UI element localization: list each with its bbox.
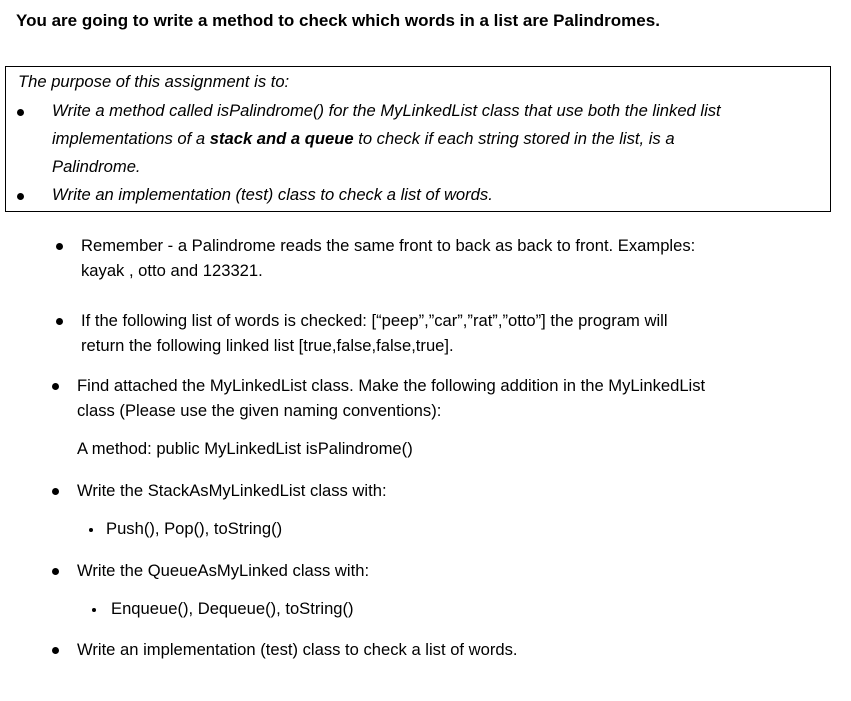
purpose-item1-line1: Write a method called isPalindrome() for the MyLinkedList class that use both the linked list — [52, 101, 721, 120]
list-bullet — [56, 243, 63, 250]
list-bullet — [52, 568, 59, 575]
find-line2: class (Please use the given naming conventions): — [77, 401, 442, 420]
find-method: A method: public MyLinkedList isPalindrome() — [77, 439, 413, 458]
example-line1: If the following list of words is checked: [“peep”,”car”,”rat”,”otto”] the program will — [81, 311, 668, 330]
purpose-item2: Write an implementation (test) class to check a list of words. — [52, 185, 493, 204]
purpose-item1-line3: Palindrome. — [52, 157, 141, 176]
purpose-item1-emphasis: stack and a queue — [209, 129, 354, 148]
purpose-item1-line2-post: to check if each string stored in the list, is a — [353, 129, 675, 148]
list-bullet — [52, 488, 59, 495]
sub-bullet — [89, 528, 93, 532]
purpose-bullet — [17, 193, 24, 200]
queue-methods: Enqueue(), Dequeue(), toString() — [111, 599, 354, 618]
example-line2: return the following linked list [true,false,false,true]. — [81, 336, 454, 355]
remember-line2: kayak , otto and 123321. — [81, 261, 263, 280]
purpose-item1-line2 — [52, 129, 675, 149]
stack-text: Write the StackAsMyLinkedList class with: — [77, 481, 387, 500]
purpose-bullet — [17, 109, 24, 116]
page-title: You are going to write a method to check which words in a list are Palindromes. — [16, 11, 660, 30]
list-bullet — [52, 647, 59, 654]
impl-text: Write an implementation (test) class to check a list of words. — [77, 640, 518, 659]
queue-text: Write the QueueAsMyLinked class with: — [77, 561, 370, 580]
list-bullet — [56, 318, 63, 325]
sub-bullet — [92, 608, 96, 612]
find-line1: Find attached the MyLinkedList class. Make the following addition in the MyLinkedList — [77, 376, 706, 395]
purpose-item1-line2-pre: implementations of a — [52, 129, 210, 148]
purpose-intro: The purpose of this assignment is to: — [18, 72, 290, 91]
list-bullet — [52, 383, 59, 390]
stack-methods: Push(), Pop(), toString() — [106, 519, 283, 538]
remember-line1: Remember - a Palindrome reads the same front to back as back to front. Examples: — [81, 236, 696, 255]
